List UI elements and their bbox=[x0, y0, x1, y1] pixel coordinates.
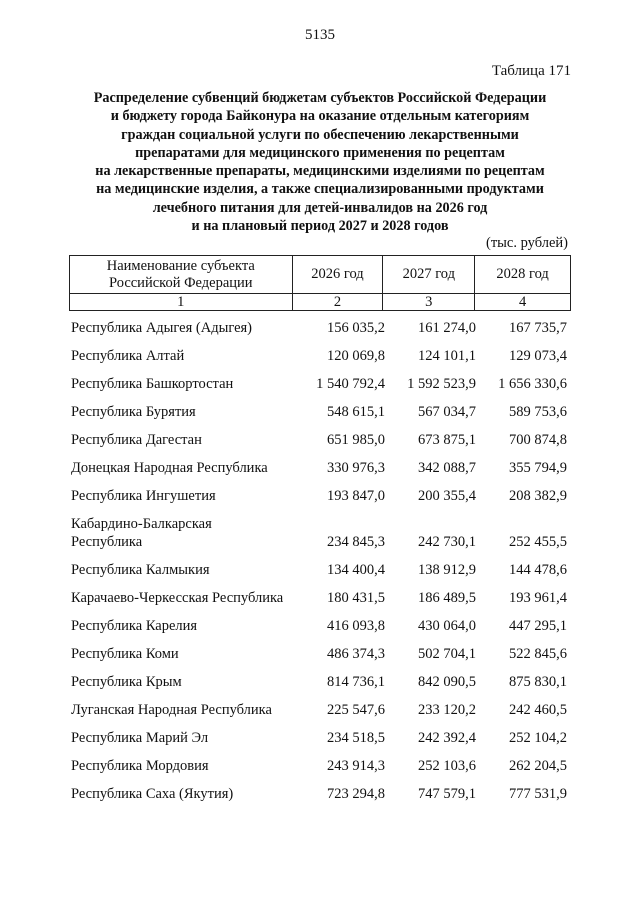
value-2026: 723 294,8 bbox=[327, 786, 385, 802]
title-line: граждан социальной услуги по обеспечению лекарственными bbox=[121, 126, 519, 143]
value-2028: 208 382,9 bbox=[509, 488, 567, 504]
units-label: (тыс. рублей) bbox=[486, 235, 568, 251]
table-row bbox=[69, 695, 571, 723]
column-number: 2 bbox=[292, 294, 383, 311]
value-2027: 233 120,2 bbox=[418, 702, 476, 718]
page-number: 5135 bbox=[305, 27, 335, 43]
table-row bbox=[69, 555, 571, 583]
value-2028: 193 961,4 bbox=[509, 590, 567, 606]
subject-name: Республика Марий Эл bbox=[71, 730, 209, 746]
subject-name: Республика Крым bbox=[71, 674, 182, 690]
value-2027: 252 103,6 bbox=[418, 758, 476, 774]
value-2028: 252 455,5 bbox=[509, 534, 567, 550]
table-row bbox=[69, 397, 571, 425]
table-row bbox=[69, 453, 571, 481]
table-row bbox=[69, 751, 571, 779]
subject-name: Донецкая Народная Республика bbox=[71, 460, 268, 476]
value-2028: 875 830,1 bbox=[509, 674, 567, 690]
value-2027: 342 088,7 bbox=[418, 460, 476, 476]
value-2027: 842 090,5 bbox=[418, 674, 476, 690]
header-subject-name bbox=[70, 256, 293, 294]
value-2026: 225 547,6 bbox=[327, 702, 385, 718]
header-subject-line1: Наименование субъекта bbox=[106, 257, 255, 274]
value-2027: 161 274,0 bbox=[418, 320, 476, 336]
table-row bbox=[69, 481, 571, 509]
value-2028: 129 073,4 bbox=[509, 348, 567, 364]
value-2027: 138 912,9 bbox=[418, 562, 476, 578]
table-row bbox=[69, 639, 571, 667]
value-2028: 355 794,9 bbox=[509, 460, 567, 476]
table-row bbox=[69, 313, 571, 341]
subject-name: Республика Саха (Якутия) bbox=[71, 786, 234, 802]
column-number: 4 bbox=[475, 294, 571, 311]
value-2026: 814 736,1 bbox=[327, 674, 385, 690]
table-row bbox=[69, 667, 571, 695]
value-2027: 242 730,1 bbox=[418, 534, 476, 550]
table-row bbox=[69, 779, 571, 807]
value-2026: 1 540 792,4 bbox=[316, 376, 385, 392]
title-line: и на плановый период 2027 и 2028 годов bbox=[191, 218, 449, 235]
title-line: на лекарственные препараты, медицинскими изделиями по рецептам bbox=[95, 163, 545, 180]
table-body bbox=[69, 313, 571, 807]
value-2026: 156 035,2 bbox=[327, 320, 385, 336]
header-2028: 2028 год bbox=[475, 256, 571, 294]
subject-name: Республика Мордовия bbox=[71, 758, 209, 774]
subject-name: Республика Ингушетия bbox=[71, 488, 216, 504]
subject-name: Республика Калмыкия bbox=[71, 562, 210, 578]
table-label: Таблица 171 bbox=[491, 63, 571, 79]
table-row bbox=[69, 583, 571, 611]
value-2028: 144 478,6 bbox=[509, 562, 567, 578]
subject-name: Луганская Народная Республика bbox=[71, 702, 272, 718]
value-2026: 416 093,8 bbox=[327, 618, 385, 634]
value-2028: 700 874,8 bbox=[509, 432, 567, 448]
subject-name: Республика Дагестан bbox=[71, 432, 202, 448]
value-2026: 193 847,0 bbox=[327, 488, 385, 504]
title-line: и бюджету города Байконура на оказание отдельным категориям bbox=[110, 108, 530, 125]
value-2028: 522 845,6 bbox=[509, 646, 567, 662]
column-number: 1 bbox=[70, 294, 293, 311]
value-2026: 180 431,5 bbox=[327, 590, 385, 606]
value-2026: 651 985,0 bbox=[327, 432, 385, 448]
value-2028: 777 531,9 bbox=[509, 786, 567, 802]
subject-name: Республика Башкортостан bbox=[71, 376, 234, 392]
table-row bbox=[69, 723, 571, 751]
value-2027: 242 392,4 bbox=[418, 730, 476, 746]
value-2028: 589 753,6 bbox=[509, 404, 567, 420]
value-2026: 548 615,1 bbox=[327, 404, 385, 420]
title-line: препаратами для медицинского применения по рецептам bbox=[135, 144, 505, 161]
table-row bbox=[69, 425, 571, 453]
subject-name: Республика Карелия bbox=[71, 618, 198, 634]
value-2026: 234 518,5 bbox=[327, 730, 385, 746]
value-2027: 430 064,0 bbox=[418, 618, 476, 634]
subject-name: Республика Бурятия bbox=[71, 404, 196, 420]
value-2026: 120 069,8 bbox=[327, 348, 385, 364]
value-2027: 124 101,1 bbox=[418, 348, 476, 364]
subject-name: Кабардино-Балкарская Республика bbox=[71, 516, 212, 550]
value-2027: 186 489,5 bbox=[418, 590, 476, 606]
value-2026: 330 976,3 bbox=[327, 460, 385, 476]
value-2026: 243 914,3 bbox=[327, 758, 385, 774]
table-header bbox=[69, 255, 571, 311]
value-2028: 242 460,5 bbox=[509, 702, 567, 718]
value-2028: 447 295,1 bbox=[509, 618, 567, 634]
title-line: лечебного питания для детей-инвалидов на 2026 год bbox=[152, 199, 488, 216]
column-number: 3 bbox=[383, 294, 475, 311]
value-2028: 252 104,2 bbox=[509, 730, 567, 746]
subject-name: Республика Алтай bbox=[71, 348, 185, 364]
header-subject-line2: Российской Федерации bbox=[109, 274, 253, 291]
value-2027: 502 704,1 bbox=[418, 646, 476, 662]
value-2026: 486 374,3 bbox=[327, 646, 385, 662]
title-line: Распределение субвенций бюджетам субъектов Российской Федерации bbox=[93, 90, 547, 106]
document-title bbox=[60, 89, 580, 235]
table-row bbox=[69, 341, 571, 369]
header-2026: 2026 год bbox=[292, 256, 383, 294]
value-2028: 262 204,5 bbox=[509, 758, 567, 774]
value-2027: 1 592 523,9 bbox=[407, 376, 476, 392]
table-row bbox=[69, 611, 571, 639]
value-2028: 167 735,7 bbox=[509, 320, 567, 336]
value-2027: 747 579,1 bbox=[418, 786, 476, 802]
value-2026: 234 845,3 bbox=[327, 534, 385, 550]
subject-name: Республика Адыгея (Адыгея) bbox=[71, 320, 253, 336]
table-row bbox=[69, 369, 571, 397]
title-line: на медицинские изделия, а также специализированными продуктами bbox=[96, 181, 544, 198]
value-2027: 567 034,7 bbox=[418, 404, 476, 420]
table-row bbox=[69, 509, 571, 555]
header-2027: 2027 год bbox=[383, 256, 475, 294]
value-2027: 200 355,4 bbox=[418, 488, 476, 504]
value-2027: 673 875,1 bbox=[418, 432, 476, 448]
subject-name: Республика Коми bbox=[71, 646, 179, 662]
value-2028: 1 656 330,6 bbox=[498, 376, 567, 392]
subject-name: Карачаево-Черкесская Республика bbox=[71, 590, 284, 606]
value-2026: 134 400,4 bbox=[327, 562, 385, 578]
